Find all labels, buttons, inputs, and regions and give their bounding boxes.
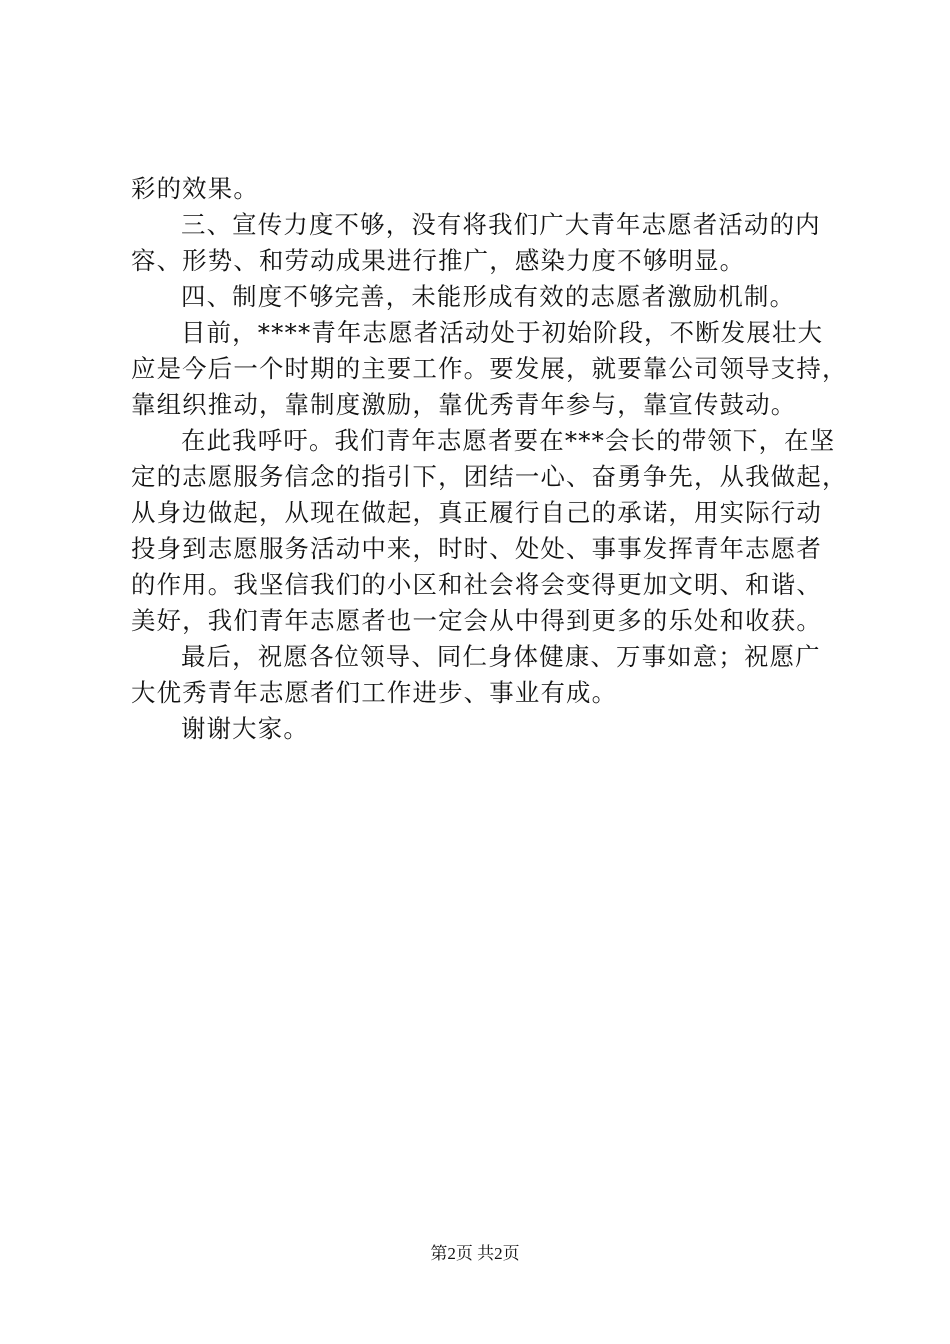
text-line: 大优秀青年志愿者们工作进步、事业有成。 bbox=[131, 678, 618, 707]
paragraph-point-three bbox=[131, 207, 861, 279]
text-line: 应是今后一个时期的主要工作。要发展，就要靠公司领导支持， bbox=[131, 354, 848, 383]
text-line: 目前，****青年志愿者活动处于初始阶段，不断发展壮大 bbox=[181, 318, 824, 347]
text-line: 彩的效果。 bbox=[131, 174, 259, 203]
text-line: 三、宣传力度不够，没有将我们广大青年志愿者活动的内 bbox=[181, 210, 821, 239]
text-line: 美好，我们青年志愿者也一定会从中得到更多的乐处和收获。 bbox=[131, 606, 822, 635]
paragraph-continuation bbox=[131, 171, 861, 207]
page-number-footer: 第2页 共2页 bbox=[430, 1244, 520, 1263]
text-line: 容、形势、和劳动成果进行推广，感染力度不够明显。 bbox=[131, 246, 746, 275]
text-line: 四、制度不够完善，未能形成有效的志愿者激励机制。 bbox=[181, 282, 796, 311]
document-body bbox=[131, 171, 861, 747]
text-line: 从身边做起，从现在做起，真正履行自己的承诺，用实际行动 bbox=[131, 498, 822, 527]
paragraph-point-four bbox=[131, 279, 861, 315]
text-line: 投身到志愿服务活动中来，时时、处处、事事发挥青年志愿者 bbox=[131, 534, 822, 563]
text-line: 的作用。我坚信我们的小区和社会将会变得更加文明、和谐、 bbox=[131, 570, 822, 599]
paragraph-wishes bbox=[131, 639, 861, 711]
text-line: 在此我呼吁。我们青年志愿者要在***会长的带领下，在坚 bbox=[181, 426, 836, 455]
text-line: 最后，祝愿各位领导、同仁身体健康、万事如意；祝愿广 bbox=[181, 642, 821, 671]
text-line: 靠组织推动，靠制度激励，靠优秀青年参与，靠宣传鼓动。 bbox=[131, 390, 797, 419]
text-line: 定的志愿服务信念的指引下，团结一心、奋勇争先，从我做起， bbox=[131, 462, 848, 491]
text-line: 谢谢大家。 bbox=[181, 714, 309, 743]
paragraph-current-status bbox=[131, 315, 861, 423]
paragraph-appeal bbox=[131, 423, 861, 639]
paragraph-thanks bbox=[131, 711, 861, 747]
